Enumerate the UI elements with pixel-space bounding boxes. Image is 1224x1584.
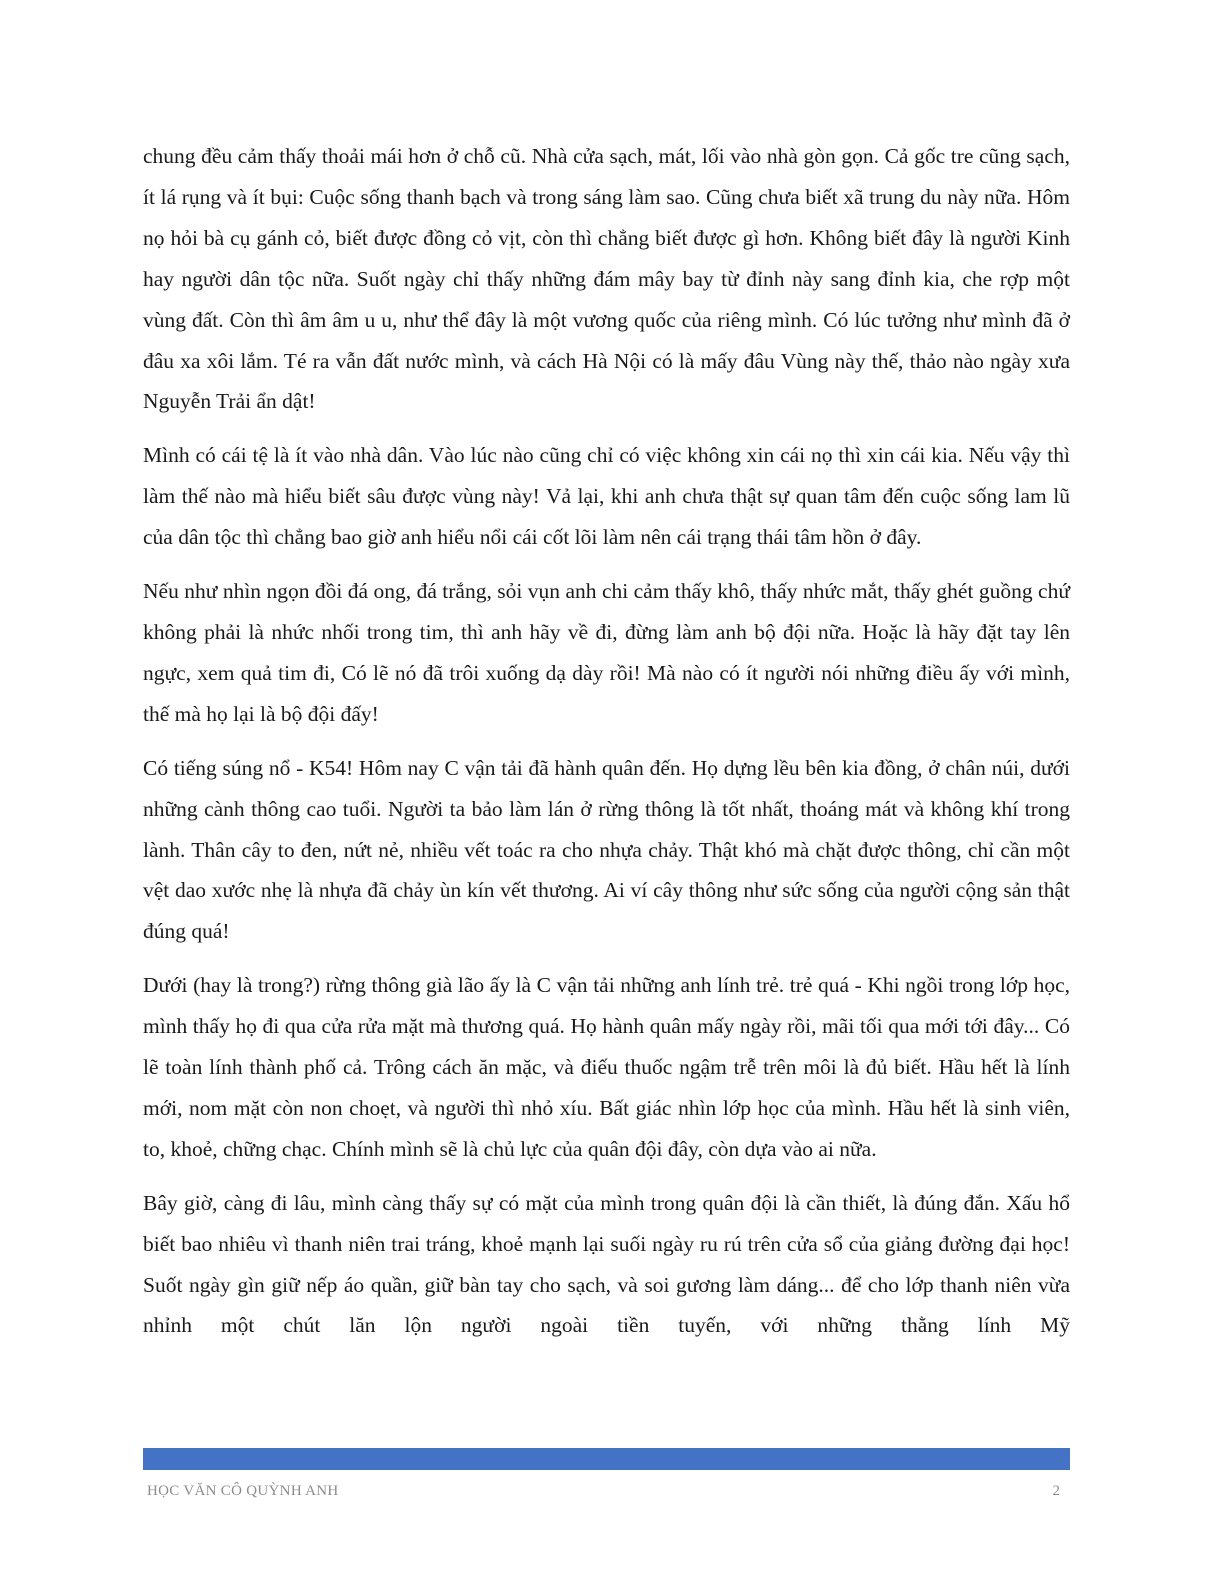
page-number: 2	[1052, 1483, 1060, 1499]
paragraph-5: Dưới (hay là trong?) rừng thông già lão ấy là C vận tải những anh lính trẻ. trẻ quá - Khi ngồi trong lớp học, mình thấy họ đi qua cửa rửa mặt mà thương quá. Họ hành quân mấy ngày rồi, mãi tối qua mới tới đây... Có lẽ toàn lính thành phố cả. Trông cách ăn mặc, và điếu thuốc ngậm trễ trên môi là đủ biết. Hầu hết là lính mới, nom mặt còn non choẹt, và người thì nhỏ xíu. Bất giác nhìn lớp học của mình. Hầu hết là sinh viên, to, khoẻ, chững chạc. Chính mình sẽ là chủ lực của quân đội đây, còn dựa vào ai nữa.	[143, 973, 1070, 1161]
footer-title: HỌC VĂN CÔ QUỲNH ANH	[147, 1483, 339, 1499]
paragraph-4: Có tiếng súng nổ - K54! Hôm nay C vận tải đã hành quân đến. Họ dựng lều bên kia đồng, ở chân núi, dưới những cành thông cao tuổi. Người ta bảo làm lán ở rừng thông là tốt nhất, thoáng mát và không khí trong lành. Thân cây to đen, nứt nẻ, nhiều vết toác ra cho nhựa chảy. Thật khó mà chặt được thông, chỉ cần một vệt dao xước nhẹ là nhựa đã chảy ùn kín vết thương. Ai ví cây thông như sức sống của người cộng sản thật đúng quá!	[143, 755, 1070, 944]
paragraph-1: chung đều cảm thấy thoải mái hơn ở chỗ cũ. Nhà cửa sạch, mát, lối vào nhà gòn gọn. Cả gốc tre cũng sạch, ít lá rụng và ít bụi: Cuộc sống thanh bạch và trong sáng làm sao. Cũng chưa biết xã trung du này nữa. Hôm nọ hỏi bà cụ gánh cỏ, biết được đồng cỏ vịt, còn thì chẳng biết được gì hơn. Không biết đây là người Kinh hay người dân tộc nữa. Suốt ngày chỉ thấy những đám mây bay từ đỉnh này sang đỉnh kia, che rợp một vùng đất. Còn thì âm âm u u, như thể đây là một vương quốc của riêng mình. Có lúc tưởng như mình đã ở đâu xa xôi lắm. Té ra vẫn đất nước mình, và cách Hà Nội có là mấy đâu Vùng này thế, thảo nào ngày xưa Nguyễn Trải ẩn dật!	[143, 144, 1070, 414]
footer-bar	[143, 1448, 1070, 1470]
paragraph-3: Nếu như nhìn ngọn đồi đá ong, đá trắng, sỏi vụn anh chi cảm thấy khô, thấy nhức mắt, thấy ghét guồng chứ không phải là nhức nhối trong tim, thì anh hãy về đi, đừng làm anh bộ đội nữa. Hoặc là hãy đặt tay lên ngực, xem quả tim đi, Có lẽ nó đã trôi xuống dạ dày rồi! Mà nào có ít người nói những điều ấy với mình, thế mà họ lại là bộ đội đấy!	[143, 579, 1070, 726]
paragraph-6: Bây giờ, càng đi lâu, mình càng thấy sự có mặt của mình trong quân đội là cần thiết, là đúng đắn. Xấu hổ biết bao nhiêu vì thanh niên trai tráng, khoẻ mạnh lại suối ngày ru rú trên cửa sổ của giảng đường đại học! Suốt ngày gìn giữ nếp áo quần, giữ bàn tay cho sạch, và soi gương làm dáng... để cho lớp thanh niên vừa nhỉnh một chút lăn lộn người ngoài tiền tuyến, với những thằng lính Mỹ	[143, 1190, 1070, 1338]
document-body	[143, 136, 1070, 1359]
paragraph-2: Mình có cái tệ là ít vào nhà dân. Vào lúc nào cũng chỉ có việc không xin cái nọ thì xin cái kia. Nếu vậy thì làm thế nào mà hiểu biết sâu được vùng này! Vả lại, khi anh chưa thật sự quan tâm đến cuộc sống lam lũ của dân tộc thì chẳng bao giờ anh hiểu nổi cái cốt lõi làm nên cái trạng thái tâm hồn ở đây.	[143, 443, 1070, 550]
